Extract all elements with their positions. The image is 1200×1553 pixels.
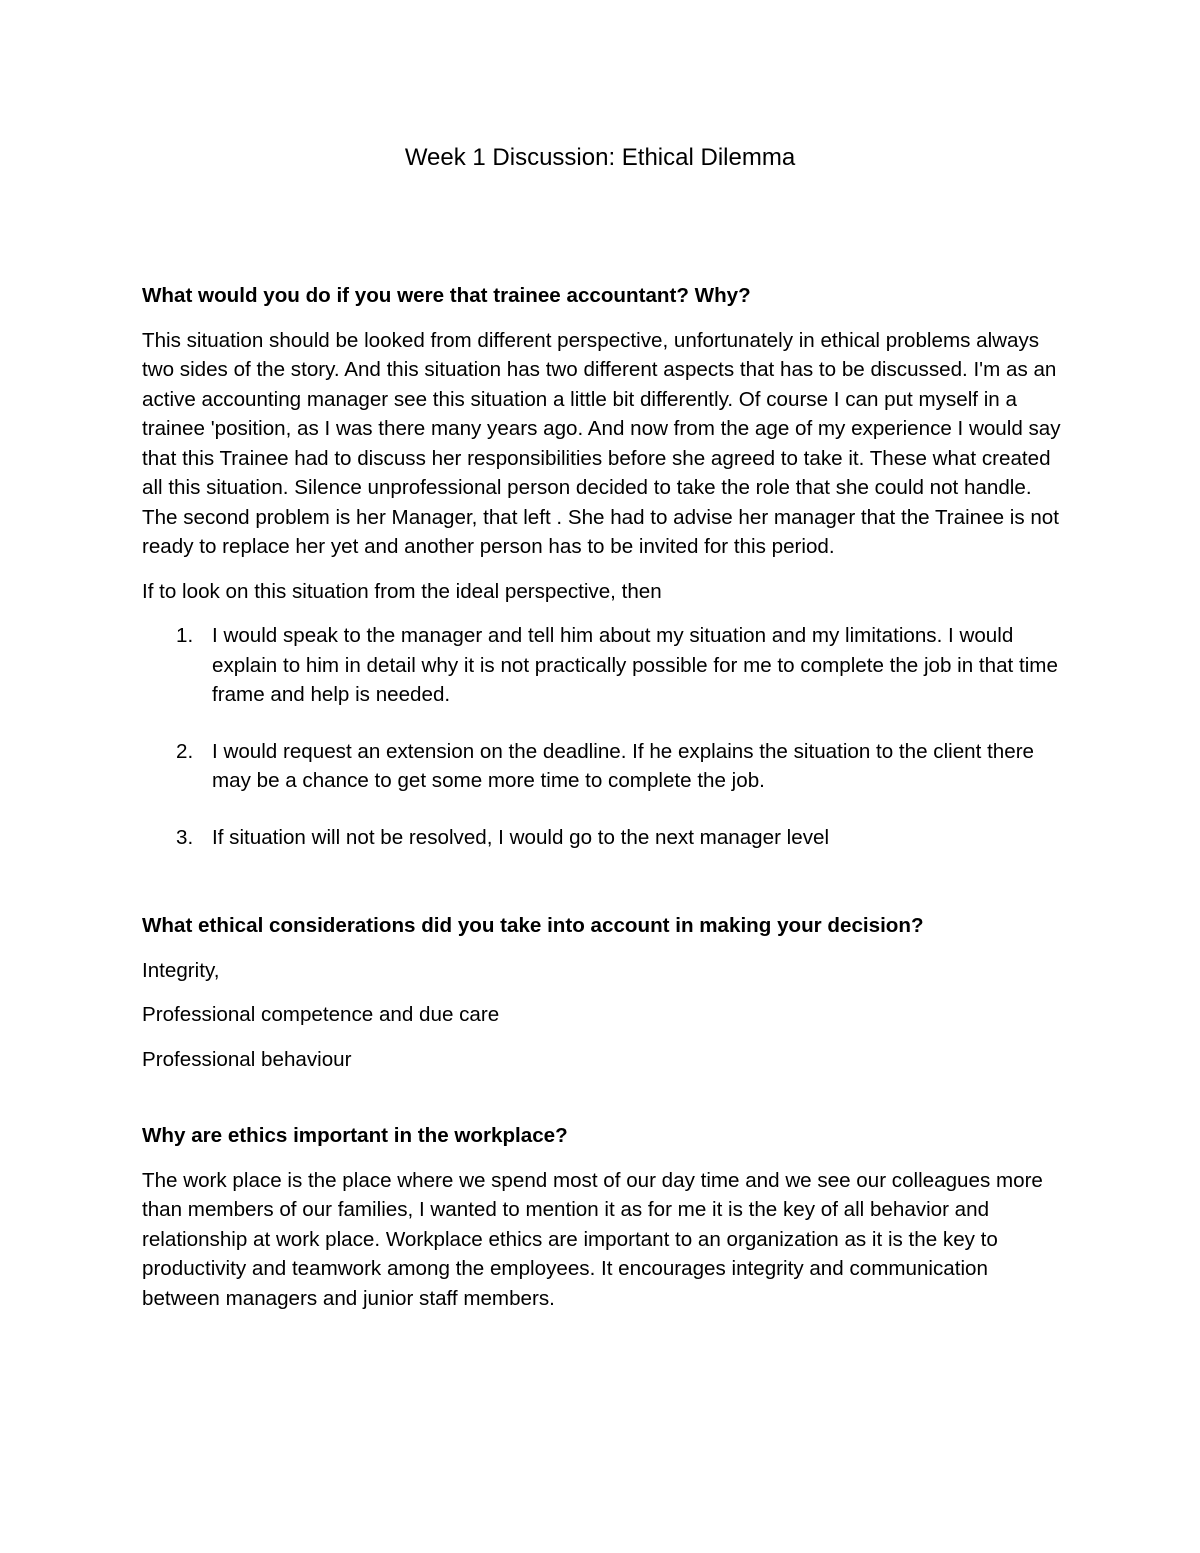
consideration-item: Professional competence and due care [142,1003,500,1026]
action-list [142,621,1062,852]
list-number: 1. [176,624,194,647]
section-spacer [142,879,1062,911]
section-spacer [142,1089,1062,1121]
section-heading-trainee: What would you do if you were that trainee accountant? Why? [142,284,751,307]
list-number: 2. [176,739,194,763]
section-paragraph-trainee: This situation should be looked from different perspective, unfortunately in ethical problems always two sides of the story. And this situation has two different aspects that has to be discussed. I'm as an active accounting manager see this situation a little bit differently. Of course I can put myself in a trainee 'position, as I was there many years ago. And now from the age of my experience I would say that this Trainee had to discuss her responsibilities before she agreed to take it. These what created all this situation. Silence unprofessional person decided to take the role that she could not handle. The second problem is her Manager, that left . She had to advise her manager that the Trainee is not ready to replace her yet and another person has to be invited for this period. [142,328,1061,558]
list-intro: If to look on this situation from the ideal perspective, then [142,579,662,603]
list-item [142,621,1062,710]
section-heading-workplace: Why are ethics important in the workplace? [142,1124,568,1147]
section-heading-considerations: What ethical considerations did you take into account in making your decision? [142,914,924,937]
document-body [142,281,1062,1328]
list-item-text: If situation will not be resolved, I would go to the next manager level [212,825,830,849]
consideration-item: Integrity, [142,958,220,982]
list-item [142,823,1062,853]
document-title: Week 1 Discussion: Ethical Dilemma [404,144,796,171]
list-item-text: I would speak to the manager and tell him about my situation and my limitations. I would explain to him in detail why it is not practically possible for me to complete the job in that time frame and help is needed. [212,624,1058,706]
consideration-item: Professional behaviour [142,1047,352,1071]
section-paragraph-workplace: The work place is the place where we spend most of our day time and we see our colleagues more than members of our families, I wanted to mention it as for me it is the key of all behavior and relationship at work place. Workplace ethics are important to an organization as it is the key to productivity and teamwork among the employees. It encourages integrity and communication between managers and junior staff members. [142,1168,1043,1310]
list-item [142,737,1062,796]
list-item-text: I would request an extension on the deadline. If he explains the situation to the client there may be a chance to get some more time to complete the job. [212,739,1035,792]
list-number: 3. [176,825,194,849]
